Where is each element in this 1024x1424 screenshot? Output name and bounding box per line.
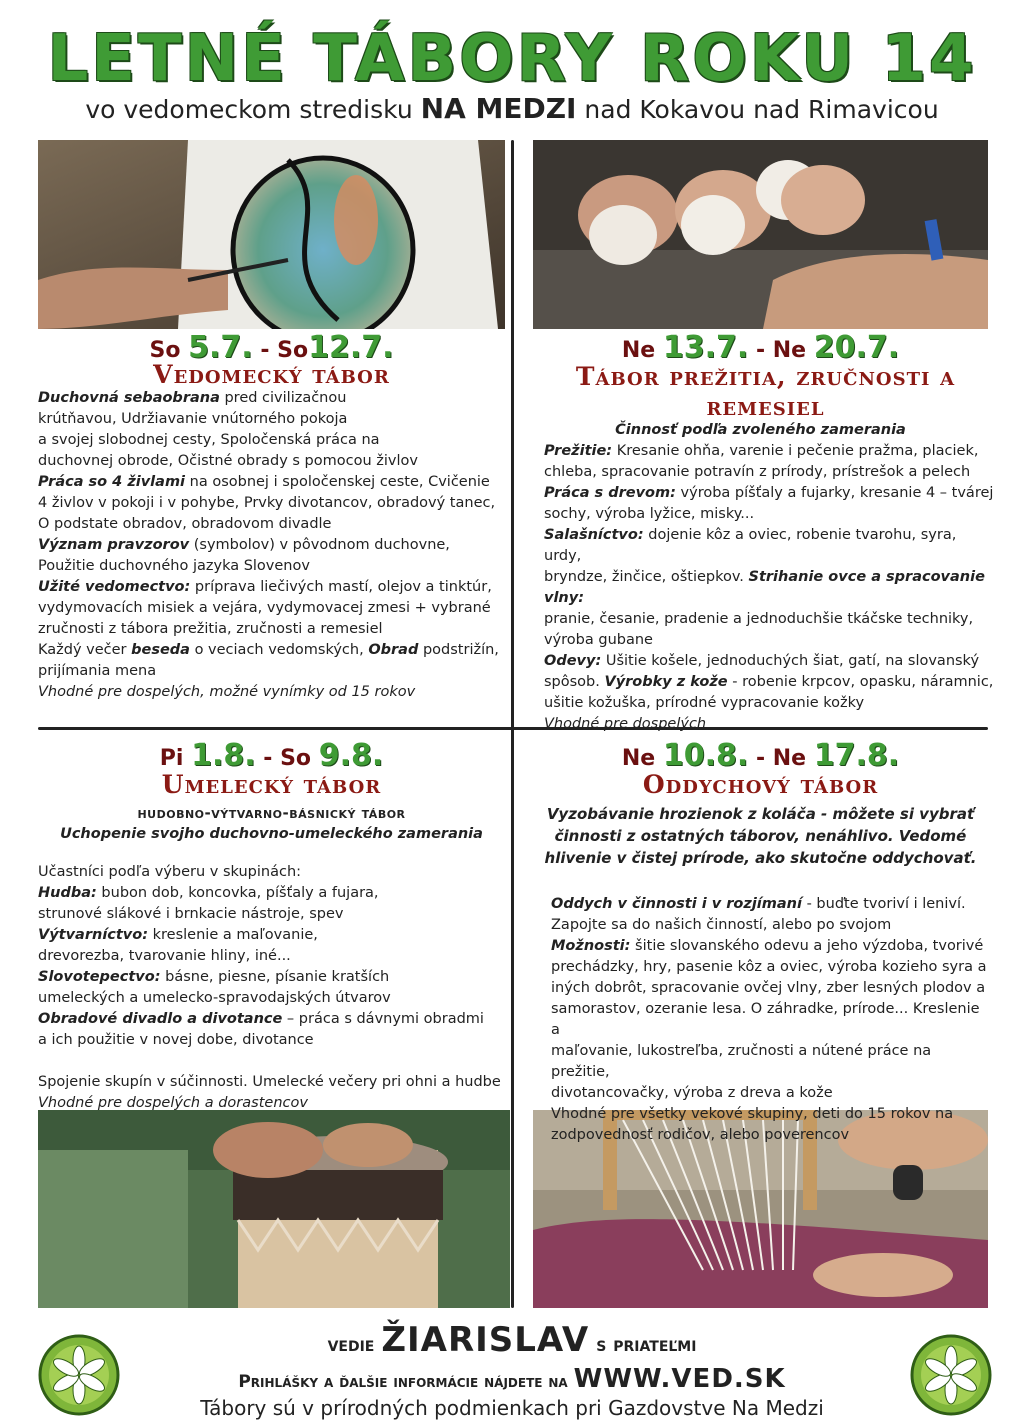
subtitle-place: NA MEDZI [420,92,577,125]
camp1-line: Užité vedomectvo: príprava liečivých mastí, olejov a tinktúr, [38,579,492,595]
camp2-dates [533,330,988,365]
camp3-line: Výtvarníctvo: kreslenie a maľovanie, [38,927,318,943]
camp2-line: Práca s drevom: výroba píšťaly a fujarky, kresanie 4 – tvárej [544,485,994,501]
footer-note: Tábory sú v prírodných podmienkach pri Gazdovstve Na Medzi [200,1396,824,1420]
camp1-line: prijímania mena [38,663,157,679]
camp1-title: Vedomecký tábor [153,360,390,389]
camp3-from-day: Pi [159,746,184,771]
camp4-to-day: - Ne [755,746,807,771]
camp4-date-to: 17.8. [813,738,900,773]
camp1-line: Práca so 4 živlami na osobnej i spoločenskej ceste, Cvičenie [38,474,490,490]
vertical-divider [511,140,514,1308]
camp4-line: Oddych v činnosti i v rozjímaní - buďte tvoriví i leniví. [551,896,966,912]
camp4-dates [533,738,988,773]
camp3-dates [38,738,505,773]
camp1-from-day: So [149,338,181,363]
camp4-intro [533,803,988,869]
camp2-subtitle: Činnosť podľa zvoleného zamerania [615,422,906,438]
camp2-line: chleba, spracovanie potravín z prírody, prístrešok a pelech [544,464,971,480]
subtitle-post: nad Kokavou nad Rimavicou [584,95,939,124]
info-text: Prihlášky a ďalšie informácie nájdete na [238,1372,568,1392]
camp1-line: Každý večer beseda o veciach vedomských, Obrad podstrižín, [38,642,499,658]
camp2-line: bryndze, žinčice, oštiepkov. Strihanie ovce a spracovanie vlny: [544,569,985,606]
camp2-description [544,441,994,735]
camp4-line: iných dobrôt, spracovanie ovčej vlny, zber lesných plodov a [551,980,986,996]
camp1-to-day: - So [260,338,309,363]
camp4-intro-line: Vyzobávanie hrozienok z koláča - môžete si vybrať [546,805,975,823]
camp1-description [38,388,508,703]
camp4-date-from: 10.8. [662,738,749,773]
camp2-line: Prežitie: Kresanie ohňa, varenie i pečenie pražma, placiek, [544,443,979,459]
camp2-title: Tábor prežitia, zručnosti a remesiel [575,362,956,421]
camp1-line: zručnosti z tábora prežitia, zručnosti a remesiel [38,621,383,637]
camp2-line: sochy, výroba lyžice, misky... [544,506,755,522]
camp2-to-day: - Ne [755,338,807,363]
camp1-line: O podstate obradov, obradovom divadle [38,516,332,532]
leader-pre: vedie [327,1332,375,1356]
camp2-line: Salašníctvo: dojenie kôz a oviec, robenie tvarohu, syra, urdy, [544,527,957,564]
camp4-intro-line: činnosti z ostatných táborov, nenáhlivo. Vedomé [554,827,967,845]
photo-drum [38,1110,510,1308]
camp3-line: Obradové divadlo a divotance – práca s dávnymi obradmi [38,1011,484,1027]
leader-line [0,1320,1024,1364]
camp4-from-day: Ne [621,746,656,771]
camp4-line: samorastov, ozeranie lesa. O záhradke, prírode... Kreslenie a [551,1001,980,1038]
camp1-date-to: 12.7. [308,330,394,365]
camp3-line: umeleckých a umelecko-spravodajských útvarov [38,990,391,1006]
camp3-line: Hudba: bubon dob, koncovka, píšťaly a fujara, [38,885,379,901]
camp4-intro-line: hlivenie v čistej prírode, ako skutočne oddychovať. [544,849,977,867]
camp3-line: a ich použitie v novej dobe, divotance [38,1032,314,1048]
photo-hands-dough [533,140,988,329]
camp3-line: Spojenie skupín v súčinnosti. Umelecké večery pri ohni a hudbe [38,1074,501,1090]
camp1-date-from: 5.7. [188,330,253,365]
camp1-line: vydymovacích misiek a vejára, vydymovacej zmesi + vybrané [38,600,491,616]
camp1-line: krútňavou, Udržiavanie vnútorného pokoja [38,411,348,427]
camp2-line: pranie, česanie, pradenie a jednoduchšie tkáčske techniky, [544,611,974,627]
camp4-line: maľovanie, lukostreľba, zručnosti a nútené práce na prežitie, [551,1043,932,1080]
page-subtitle [0,92,1024,127]
leader-post: s priateľmi [596,1332,697,1356]
camp1-line: 4 živlov v pokoji i v pohybe, Prvky divotancov, obradový tanec, [38,495,496,511]
camp3-title: Umelecký tábor [161,770,382,799]
camp1-line: Duchovná sebaobrana pred civilizačnou [38,390,347,406]
camp3-line: Učastníci podľa výberu v skupinách: [38,864,302,880]
photo-painting [38,140,505,329]
subtitle-pre: vo vedomeckom stredisku [85,95,413,124]
camp3-date-to: 9.8. [318,738,384,773]
camp2-from-day: Ne [621,338,656,363]
camp3-line: Slovotepectvo: básne, piesne, písanie kratších [38,969,390,985]
camp4-line: Zapojte sa do našich činností, alebo po svojom [551,917,892,933]
page-title: LETNÉ TÁBORY ROKU 14 [47,22,977,96]
camp2-line: Odevy: Ušitie košele, jednoduchých šiat, gatí, na slovanský [544,653,980,669]
camp3-to-day: - So [263,746,312,771]
camp4-line: zodpovednosť rodičov, alebo poverencov [551,1127,850,1143]
leader-name: ŽIARISLAV [381,1320,590,1360]
camp4-line: prechádzky, hry, pasenie kôz a oviec, výroba kozieho syra a [551,959,987,975]
camp3-spacer [38,1051,508,1072]
camp1-line: a svojej slobodnej cesty, Spoločenská práca na [38,432,380,448]
camp3-line: drevorezba, tvarovanie hliny, iné... [38,948,291,964]
camp3-date-from: 1.8. [191,738,256,773]
camp1-audience: Vhodné pre dospelých, možné vynímky od 15 rokov [38,684,416,700]
camp2-line: spôsob. Výrobky z kože - robenie krpcov, opasku, náramnic, [544,674,994,690]
camp3-audience: Vhodné pre dospelých a dorastencov [38,1095,308,1111]
website-link[interactable]: WWW.VED.SK [573,1364,786,1394]
camp1-line: duchovnej obrode, Očistné obrady s pomocou živlov [38,453,418,469]
camp4-title: Oddychový tábor [642,770,879,799]
camp4-line: Vhodné pre všetky vekové skupiny, deti do 15 rokov na [551,1106,954,1122]
camp4-line: divotancovačky, výroba z dreva a kože [551,1085,833,1101]
camp4-line: Možnosti: šitie slovanského odevu a jeho výzdoba, tvorivé [551,938,984,954]
camp2-date-from: 13.7. [662,330,749,365]
camp2-line: ušitie kožuška, prírodné vypracovanie kožky [544,695,865,711]
camp2-line: výroba gubane [544,632,653,648]
camp2-date-to: 20.7. [813,330,900,365]
camp3-description [38,862,508,1114]
camp3-line: strunové slákové i brnkacie nástroje, spev [38,906,344,922]
camp1-line: Význam pravzorov (symbolov) v pôvodnom duchovne, [38,537,450,553]
camp3-subtitle1: hudobno-výtvarno-básnický tábor [137,804,406,822]
camp2-audience: Vhodné pre dospelých [544,716,707,732]
camp1-line: Použitie duchovného jazyka Slovenov [38,558,310,574]
camp4-description [551,894,991,1146]
camp3-subtitle2: Uchopenie svojho duchovno-umeleckého zamerania [60,826,483,842]
